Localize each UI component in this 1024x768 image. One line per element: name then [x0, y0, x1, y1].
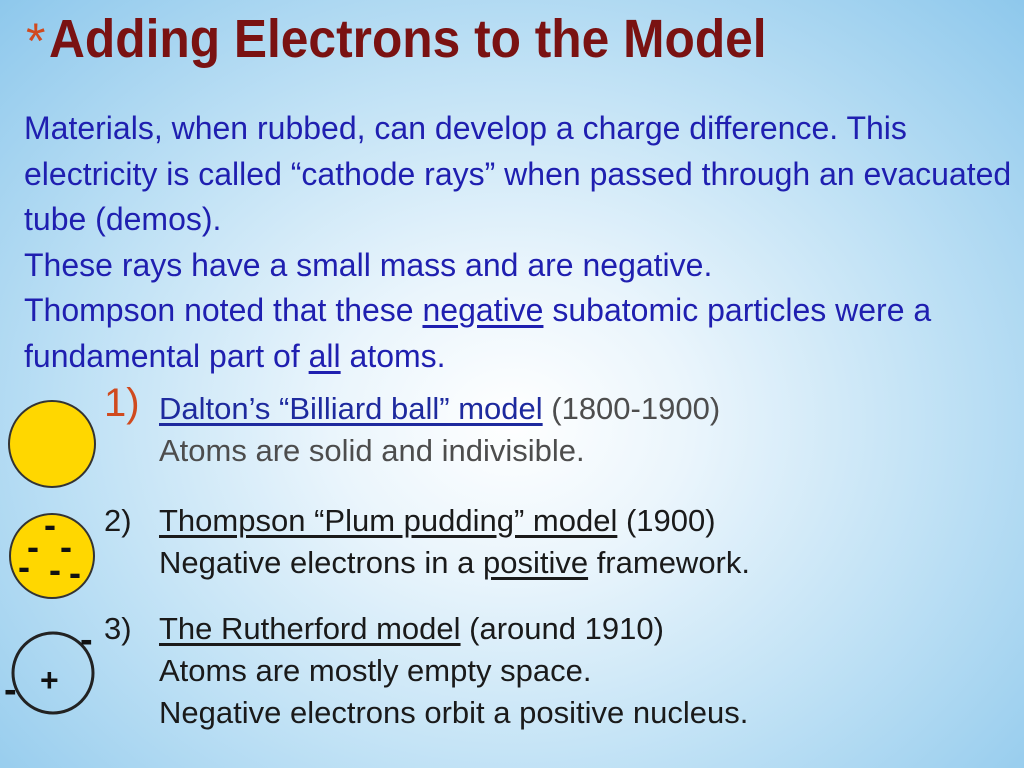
- model-number: 3): [104, 611, 132, 646]
- electron-minus-icon: -: [44, 504, 56, 545]
- intro-paragraph-2: These rays have a small mass and are negative.: [24, 246, 713, 283]
- intro-paragraph-3: [24, 288, 1019, 379]
- model-heading: [159, 388, 720, 430]
- plum-pudding-icon: [9, 504, 95, 599]
- electron-minus-icon: -: [49, 549, 61, 590]
- model-item-rutherford: [104, 608, 748, 734]
- model-heading: [159, 608, 748, 650]
- underlined-positive: positive: [482, 545, 589, 580]
- model-number: 1): [104, 381, 140, 425]
- electron-minus-icon: -: [69, 552, 81, 593]
- billiard-ball-icon: [8, 400, 96, 488]
- underlined-all: all: [308, 337, 341, 374]
- model-dates: (around 1910): [460, 611, 664, 646]
- intro-text: [24, 106, 1019, 379]
- model-description-1: Atoms are mostly empty space.: [159, 653, 592, 688]
- intro-p3-b: subatomic particles were a fundamental part of: [24, 292, 932, 374]
- model-dates: (1900): [617, 503, 716, 538]
- model-description-2: Negative electrons orbit a positive nucleus.: [159, 695, 749, 730]
- rutherford-atom-icon: [4, 619, 98, 718]
- model-heading: [159, 500, 750, 542]
- model-item-thompson: [104, 500, 750, 584]
- nucleus-plus-icon: +: [40, 662, 59, 698]
- underlined-negative: negative: [422, 292, 544, 328]
- model-description: [159, 542, 750, 584]
- desc-a: Negative electrons in a: [159, 545, 483, 580]
- model-dates: (1800-1900): [542, 391, 721, 426]
- electron-minus-icon: -: [4, 669, 17, 711]
- model-description: Atoms are solid and indivisible.: [159, 433, 585, 468]
- model-name: Thompson “Plum pudding” model: [159, 503, 618, 538]
- electron-minus-icon: -: [27, 526, 39, 567]
- electron-minus-icon: -: [80, 619, 93, 661]
- title-bullet-star: *: [26, 13, 46, 69]
- model-name: The Rutherford model: [159, 611, 461, 646]
- intro-p3-a: Thompson noted that these: [24, 292, 423, 328]
- intro-p3-c: atoms.: [340, 337, 446, 374]
- electron-minus-icon: -: [18, 546, 30, 587]
- title-bar: [26, 8, 829, 70]
- model-number: 2): [104, 503, 132, 538]
- model-item-dalton: [104, 381, 721, 472]
- electron-minus-icon: -: [60, 526, 72, 567]
- model-name: Dalton’s “Billiard ball” model: [159, 391, 543, 426]
- desc-b: framework.: [588, 545, 750, 580]
- intro-paragraph-1: Materials, when rubbed, can develop a charge difference. This electricity is called “cathode rays” when passed through an evacuated tube (demos).: [24, 110, 1012, 237]
- page-title: Adding Electrons to the Model: [49, 9, 768, 69]
